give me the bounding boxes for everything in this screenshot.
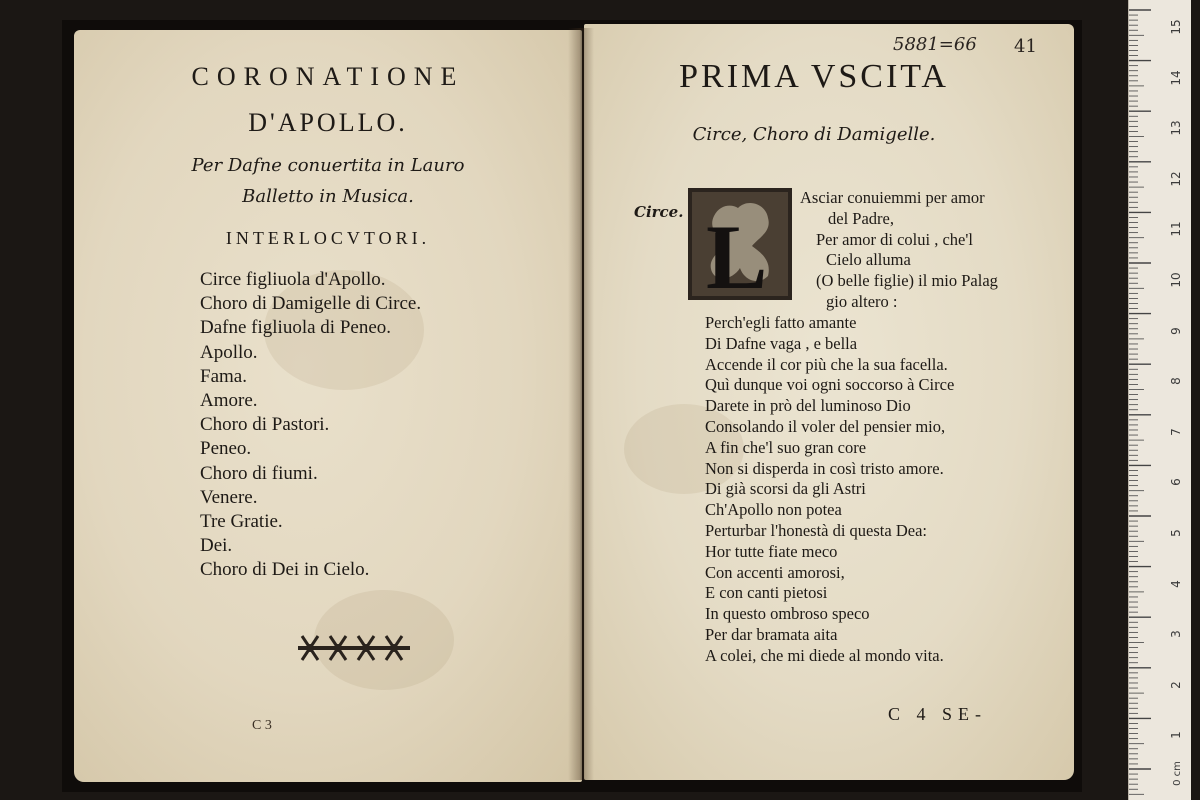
cast-list [200,268,421,583]
verse-line: del Padre, [828,208,894,228]
verse-line: Consolando il voler del pensier mio, [705,416,946,436]
verse-line: Per amor di colui , che'l [816,229,973,249]
verse-line: Darete in prò del luminoso Dio [705,396,911,416]
right-signature: C 4 SE- [888,704,988,724]
verse-opening [800,188,998,313]
cast-item: Choro di Dei in Cielo. [200,559,370,581]
verse-line: A colei, che mi diede al mondo vita. [705,645,944,665]
cast-item: Venere. [200,486,258,508]
cast-item: Choro di Damigelle di Circe. [200,293,422,315]
cast-item: Apollo. [200,341,258,363]
left-subtitle: D'APOLLO. [248,108,408,137]
cast-item: Circe figliuola d'Apollo. [200,269,386,290]
ruler-number: 6 [1169,478,1183,487]
ruler-number: 12 [1169,171,1183,187]
ruler-number: 1 [1169,731,1183,740]
verse-line: Hor tutte fiate meco [705,541,838,561]
cast-item: Choro di fiumi. [200,462,318,484]
left-signature: C 3 [252,718,272,733]
manuscript-note: 5881=66 [893,34,977,55]
ruler-number: 4 [1169,579,1183,588]
verse-line: A fin che'l suo gran core [705,437,867,457]
verse-line: gio altero : [826,291,898,311]
ruler-number: 8 [1169,377,1183,386]
verse-line: (O belle figlie) il mio Palag [816,271,998,291]
verse-body [705,313,954,667]
ruler-number: 15 [1169,19,1183,35]
ruler-number: 5 [1169,529,1183,537]
folio-number: 41 [1014,36,1037,57]
verse-line: Perch'egli fatto amante [705,313,857,332]
ruler-number: 2 [1169,680,1183,689]
cast-item: Amore. [200,390,258,412]
verse-line: Ch'Apollo non potea [705,500,842,520]
right-subtitle: Circe, Choro di Damigelle. [692,124,936,145]
ruler-number: 14 [1169,69,1183,86]
cast-item: Fama. [200,365,247,387]
measurement-ruler [1128,0,1191,800]
verse-line: Non si disperda in così tristo amore. [705,458,944,478]
printer-ornament [296,630,412,666]
verse-line: Perturbar l'honestà di questa Dea: [705,520,927,540]
ruler-number: 11 [1169,221,1183,238]
left-subtitle-2: Per Dafne conuertita in Lauro [191,155,465,176]
woodcut-initial [688,188,792,300]
right-title: PRIMA VSCITA [679,58,949,95]
left-subtitle-3: Balletto in Musica. [242,186,414,207]
verse-line: Per dar bramata aita [705,624,838,644]
verse-line: Accende il cor più che la sua facella. [705,354,948,374]
ruler-unit-label: 0 cm [1171,761,1183,786]
dropcap-letter: L [706,206,768,300]
verse-line: Quì dunque voi ogni soccorso à Circe [705,375,955,395]
cast-item: Choro di Pastori. [200,414,330,436]
verse-line: Di Dafne vaga , e bella [705,333,858,353]
ruler-number: 13 [1169,120,1183,136]
ruler-number: 10 [1169,272,1183,288]
cast-item: Dafne figliuola di Peneo. [200,317,392,339]
cast-item: Tre Gratie. [200,511,283,533]
verse-line: Cielo alluma [826,250,911,270]
verse-line: Di già scorsi da gli Astri [705,479,866,499]
ruler-number: 7 [1169,427,1183,436]
verse-line: Asciar conuiemmi per amor [800,188,985,207]
cast-heading: INTERLOCVTORI. [225,228,431,248]
speaker-label: Circe. [634,203,684,221]
verse-line: E con canti pietosi [705,583,828,603]
verse-line: In questo ombroso speco [705,604,870,624]
ruler-number: 3 [1169,630,1183,639]
cast-item: Peneo. [200,438,252,460]
ruler-number: 9 [1169,326,1183,335]
verse-line: Con accenti amorosi, [705,562,845,582]
cast-item: Dei. [200,535,233,557]
left-title: CORONATIONE [191,62,465,91]
